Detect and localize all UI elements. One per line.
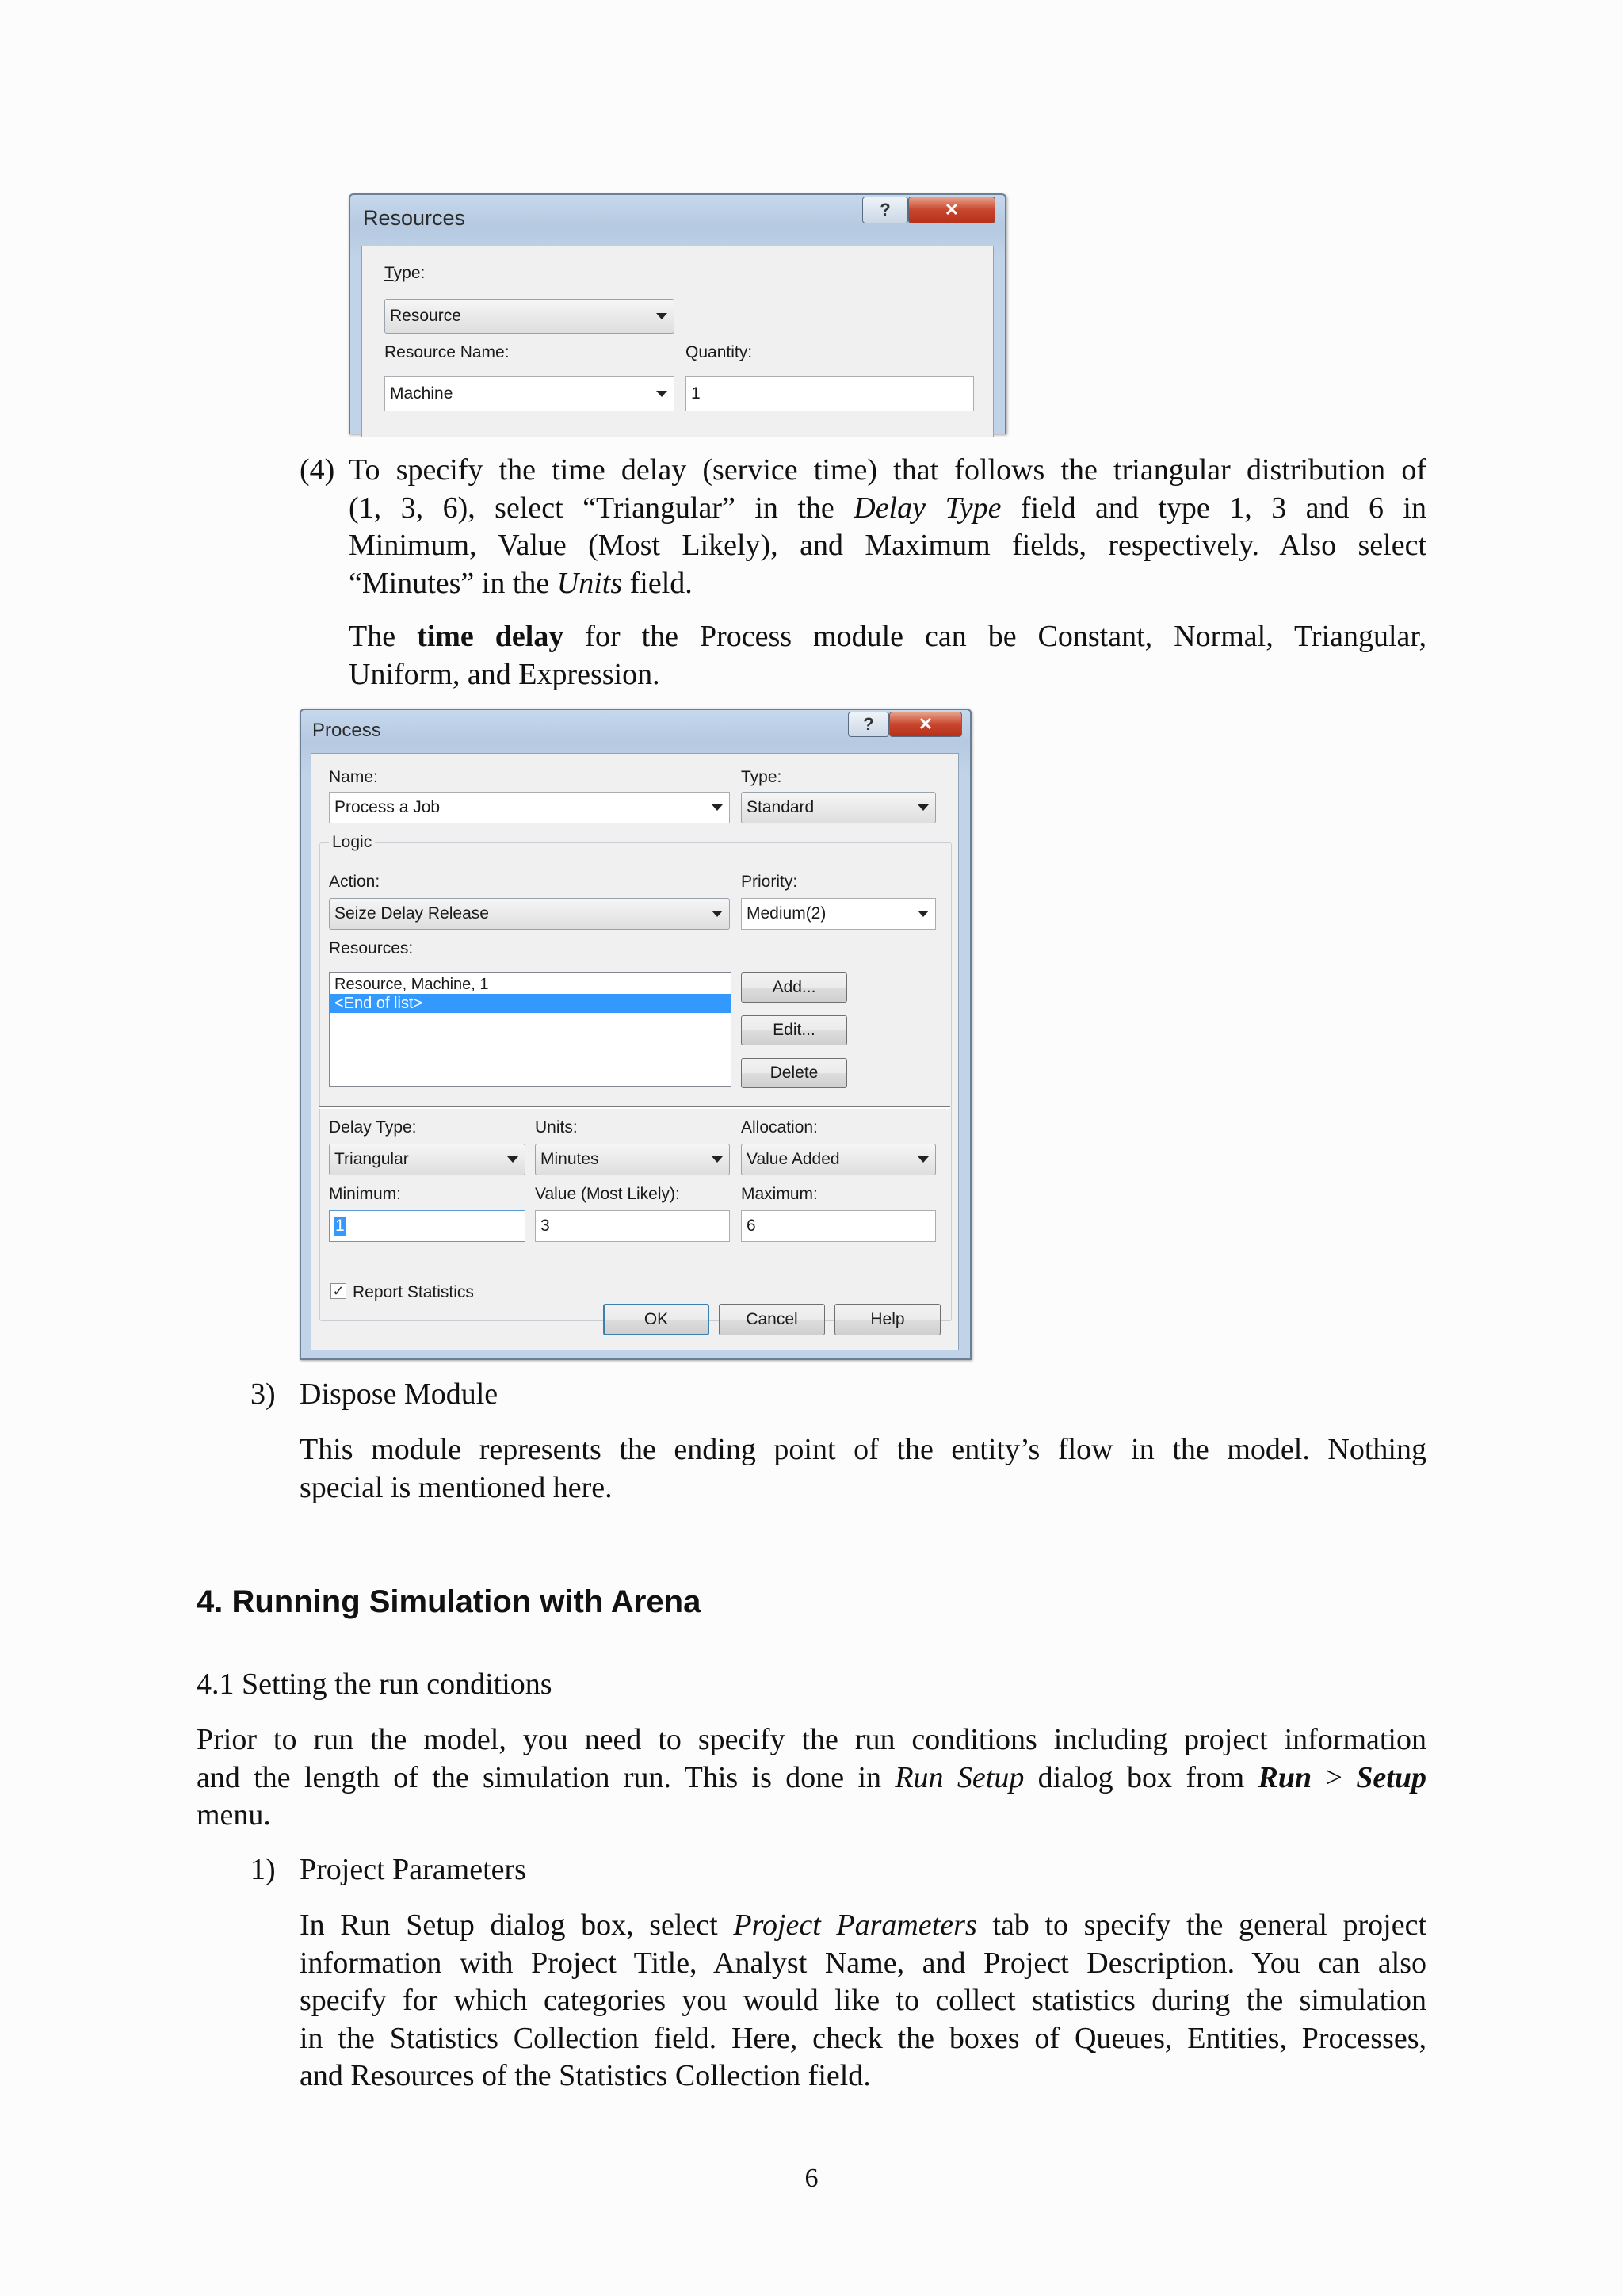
item1-line-1: In Run Setup dialog box, select Project Parameters tab to specify the general project: [300, 1908, 1427, 1942]
delete-button[interactable]: Delete: [741, 1058, 847, 1088]
logic-legend: Logic: [329, 833, 375, 852]
section4-subheading: 4.1 Setting the run conditions: [197, 1668, 552, 1701]
add-button[interactable]: Add...: [741, 972, 847, 1003]
step4-number: (4): [300, 453, 335, 487]
cancel-button[interactable]: Cancel: [719, 1304, 825, 1335]
item1-body: [300, 1907, 1426, 2095]
list-item[interactable]: Resource, Machine, 1: [334, 976, 489, 993]
item1-line-3: specify for which categories you would like to collect statistics during the simulation: [300, 1984, 1426, 2017]
note-line-2: Uniform, and Expression.: [349, 657, 660, 691]
process-dialog: [300, 709, 972, 1360]
close-icon[interactable]: ✕: [908, 197, 995, 223]
allocation-select[interactable]: [741, 1144, 936, 1175]
allocation-label: Allocation:: [741, 1118, 818, 1137]
maximum-label: Maximum:: [741, 1185, 818, 1203]
chevron-down-icon: [656, 391, 667, 397]
page-number: 6: [804, 2164, 819, 2193]
resource-name-value: Machine: [390, 384, 453, 403]
item1-title: Project Parameters: [300, 1853, 526, 1886]
section4-intro: [197, 1721, 1426, 1835]
priority-value: Medium(2): [747, 904, 827, 923]
delay-type-emphasis: Delay Type: [854, 491, 1002, 525]
chevron-down-icon: [712, 804, 723, 811]
divider: [319, 1106, 950, 1109]
section3-body: [300, 1431, 1426, 1507]
type-select-value: Resource: [390, 307, 461, 325]
value-most-likely-label: Value (Most Likely):: [535, 1185, 680, 1203]
type-select[interactable]: [741, 792, 936, 823]
report-statistics-label: Report Statistics: [353, 1283, 474, 1301]
units-emphasis: Units: [556, 566, 623, 600]
section3-title: Dispose Module: [300, 1377, 498, 1411]
step4-line-2: (1, 3, 6), select “Triangular” in the Delay Type field and type 1, 3 and 6 in: [349, 491, 1426, 525]
chevron-down-icon: [918, 911, 929, 917]
run-setup-emphasis: Run Setup: [895, 1760, 1025, 1794]
name-label: Name:: [329, 768, 378, 786]
action-select[interactable]: [329, 898, 730, 930]
minimum-value: 1: [335, 1217, 345, 1235]
time-delay-note: [349, 618, 1426, 693]
chevron-down-icon: [918, 1156, 929, 1163]
chevron-down-icon: [712, 1156, 723, 1163]
process-dialog-title: Process: [312, 720, 381, 741]
process-dialog-body: [311, 753, 959, 1350]
chevron-down-icon: [918, 804, 929, 811]
quantity-label: Quantity:: [685, 343, 753, 361]
priority-label: Priority:: [741, 873, 798, 891]
chevron-down-icon: [712, 911, 723, 917]
allocation-value: Value Added: [747, 1150, 840, 1168]
resource-name-select[interactable]: [384, 376, 674, 411]
item1-line-4: in the Statistics Collection field. Here, check the boxes of Queues, Entities, Processes,: [300, 2021, 1426, 2055]
help-button[interactable]: Help: [834, 1304, 941, 1335]
name-value: Process a Job: [334, 798, 441, 816]
resources-dialog-title: Resources: [363, 206, 466, 230]
step4-line-3: Minimum, Value (Most Likely), and Maximum fields, respectively. Also select: [349, 529, 1426, 562]
project-parameters-emphasis: Project Parameters: [733, 1908, 977, 1942]
help-icon[interactable]: ?: [848, 712, 889, 737]
intro-line-3: menu.: [197, 1798, 271, 1832]
item1-line-2: information with Project Title, Analyst Name, and Project Description. You can also: [300, 1946, 1426, 1980]
resources-dialog-body: [361, 246, 994, 437]
section4-heading: 4. Running Simulation with Arena: [197, 1584, 701, 1619]
ok-button[interactable]: OK: [603, 1304, 709, 1335]
section3-line-1: This module represents the ending point of the entity’s flow in the model. Nothing: [300, 1433, 1426, 1466]
step4-line-1: To specify the time delay (service time) that follows the triangular distribution of: [349, 453, 1426, 487]
list-item[interactable]: <End of list>: [330, 994, 731, 1013]
chevron-down-icon: [656, 313, 667, 319]
help-icon[interactable]: ?: [862, 197, 908, 223]
name-select[interactable]: [329, 792, 730, 823]
note-line-1: The time delay for the Process module can be Constant, Normal, Triangular,: [349, 620, 1426, 653]
units-label: Units:: [535, 1118, 578, 1137]
chevron-down-icon: [507, 1156, 518, 1163]
item1-number: 1): [250, 1853, 276, 1886]
maximum-input[interactable]: 6: [741, 1210, 936, 1242]
close-icon[interactable]: ✕: [889, 712, 962, 737]
section3-line-2: special is mentioned here.: [300, 1470, 613, 1504]
section3-number: 3): [250, 1377, 276, 1411]
action-value: Seize Delay Release: [334, 904, 489, 923]
type-label: Type:: [741, 768, 782, 786]
resources-dialog: [349, 193, 1006, 434]
type-value: Standard: [747, 798, 815, 816]
units-select[interactable]: [535, 1144, 730, 1175]
item1-line-5: and Resources of the Statistics Collection field.: [300, 2059, 871, 2092]
value-most-likely-input[interactable]: 3: [535, 1210, 730, 1242]
action-label: Action:: [329, 873, 380, 891]
type-select[interactable]: [384, 299, 674, 334]
edit-button[interactable]: Edit...: [741, 1015, 847, 1045]
delay-type-value: Triangular: [334, 1150, 409, 1168]
minimum-label: Minimum:: [329, 1185, 402, 1203]
units-value: Minutes: [540, 1150, 599, 1168]
priority-select[interactable]: [741, 898, 936, 930]
minimum-input[interactable]: [329, 1210, 525, 1242]
step4-line-4: “Minutes” in the Units field.: [349, 566, 693, 600]
run-menu-bold: Run: [1258, 1760, 1312, 1794]
intro-line-2: and the length of the simulation run. This is done in Run Setup dialog box from Run > Setup: [197, 1760, 1426, 1794]
setup-menu-bold: Setup: [1356, 1760, 1426, 1794]
report-statistics-checkbox[interactable]: ✓: [330, 1283, 346, 1299]
resources-label: Resources:: [329, 939, 414, 957]
time-delay-bold: time delay: [417, 620, 564, 653]
intro-line-1: Prior to run the model, you need to specify the run conditions including project information: [197, 1723, 1426, 1756]
resources-listbox[interactable]: [329, 972, 731, 1087]
delay-type-select[interactable]: [329, 1144, 525, 1175]
step4-paragraph: [349, 452, 1426, 602]
quantity-input[interactable]: 1: [685, 376, 974, 411]
type-label: Type:: [384, 264, 426, 282]
resource-name-label: Resource Name:: [384, 343, 510, 361]
delay-type-label: Delay Type:: [329, 1118, 417, 1137]
